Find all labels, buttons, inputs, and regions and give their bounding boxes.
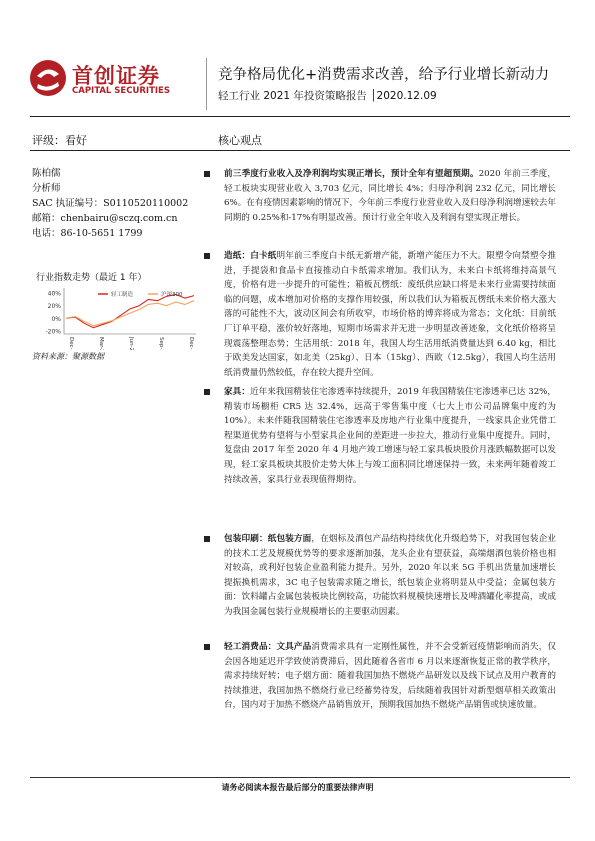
paragraph-furniture [204, 385, 556, 487]
logo-english: CAPITAL SECURITIES [72, 86, 170, 96]
core-view-heading: 核心观点 [218, 134, 262, 147]
legend-label: 轻工制造 [111, 292, 134, 298]
paragraph-text: ，在烟标及酒包产品结构持续优化升级趋势下，对我国包装企业的技术工艺及规模优势等的要求逐渐加强，龙头企业有望获益，高端烟酒包装价格也相对较高，或利好包装企业盈利能力提升。另外，2020 年以来 5G 手机出货量加速增长提振换机需求，3C 电子包装需求随之增长，纸包装企业将明显从中受益；金属包装方面：饮料罐占金属包装板块比例较高，功能饮料规模快速增长及啤酒罐化率提高，或成为我国金属包装行业规模增长的主要驱动因素。 [224, 534, 556, 617]
analyst-role: 分析师 [32, 183, 61, 194]
y-tick-label: 20% [47, 303, 61, 311]
series-line [66, 294, 194, 327]
analyst-phone: 电话：86-10-5651 1799 [32, 228, 143, 239]
y-tick-label: 0% [51, 315, 61, 323]
paragraph-performance [204, 167, 556, 225]
chart-title: 行业指数走势（最近 1 年） [36, 273, 147, 283]
company-logo [28, 58, 198, 98]
paragraph-lead: 前三季度行业收入及净利润均实现正增长，预计全年有望超预期。 [224, 169, 479, 179]
legend-label: 沪深300 [161, 292, 183, 298]
y-tick-label: 40% [47, 290, 61, 298]
series-line [66, 301, 194, 326]
chart-svg [30, 284, 200, 350]
analyst-name: 陈柏儒 [32, 168, 61, 179]
analyst-info [32, 166, 188, 241]
report-subtitle: 轻工行业 2021 年投资策略报告 │2020.12.09 [218, 90, 437, 102]
section-rule [30, 150, 570, 151]
paragraph-lead: 轻工消费品：文具产品 [224, 642, 312, 652]
chart-source: 资料来源：聚源数据 [32, 352, 104, 361]
paragraph-paper [204, 249, 556, 380]
paragraph-packaging [204, 532, 556, 620]
paragraph-text: 近年来我国精装住宅渗透率持续提升，2019 年我国精装住宅渗透率已达 32%，精装市场橱柜 CR5 达 32.4%，远高于零售集中度（七大上市公司品牌集中度约为 10%）。未来伴随我国精装住宅渗透率及房地产行业集中度提升，一线家具企业凭借工程渠道优势有望将与小型家具企业间的差距进一步拉大，推动行业集中度提升。同时，复盘由 2017 年至 2020 年 4 月地产竣工增速与轻工家具板块股价月涨跌幅数据可以发现，轻工家具板块其股价走势大体上与竣工面积同比增速保持一致，未来两年随着竣工持续改善，家具行业表现值得期待。 [224, 387, 557, 485]
bullet-icon [204, 536, 210, 542]
paragraph-text: 消费需求具有一定刚性属性，并不会受新冠疫情影响而消失，仅会因各地延迟开学致使消费滞后，因此随着各省市 6 月以来逐渐恢复正常的教学秩序，需求持续好转；电子烟方面：随着我国加热不燃烧产品研发以及线下试点及用户教育的持续推进，我国加热不燃烧行业已经蓄势待发，后续随着我国针对新型烟草相关政策出台，国内对于加热不燃烧产品销售放开，预期我国加热不燃烧产品销售或快速放量。 [224, 642, 556, 711]
logo-mark-icon [28, 58, 68, 98]
paragraph-consumer [204, 640, 556, 713]
paragraph-lead: 造纸：白卡纸 [224, 251, 277, 261]
index-trend-chart [30, 284, 200, 350]
x-tick-label: Jun-20 [128, 337, 134, 350]
bullet-icon [204, 644, 210, 650]
paragraph-text: 明年前三季度白卡纸无新增产能，新增产能压力不大。限塑令向禁塑令推进，手提袋和食品卡直接推动白卡纸需求增加。我们认为，未来白卡纸将维持高景气度，价格有进一步提升的可能性；箱板瓦楞纸：废纸供应缺口将是未来行业需要持续面临的问题，成本增加对价格的支撑作用较强，所以我们认为箱板瓦楞纸未来价格大涨大落的可能性不大，波动区间会有所收窄，市场价格的博弈将成为常态；文化纸：目前纸厂订单平稳，涨价较好落地，短期市场需求并无进一步明显改善迹象，文化纸价格将呈现震荡整理态势；生活用纸：2018 年，我国人均生活用纸消费量达到 6.40 kg，相比于欧美发达国家，如北美（25kg）、日本（15kg）、西欧（12.5kg），我国人均生活用纸消费量仍然较低，存在较大提升空间。 [224, 251, 556, 378]
x-tick-label: Sep-20 [158, 337, 164, 350]
bullet-icon [204, 389, 210, 395]
logo-chinese: 首创证券 [72, 64, 160, 88]
x-tick-label: Dec-19 [68, 337, 74, 350]
y-tick-label: -20% [45, 328, 61, 336]
legal-notice: 请务必阅读本报告最后部分的重要法律声明 [221, 783, 374, 792]
analyst-email: 邮箱：chenbairu@sczq.com.cn [32, 213, 178, 224]
analyst-sac: SAC 执证编号：S0110520110002 [32, 198, 189, 209]
footer-rule [30, 777, 570, 778]
paragraph-text: 2020 年前三季度，轻工板块实现营业收入 3,703 亿元，同比增长 4%；归母净利润 232 亿元，同比增长 6%。在有疫情因素影响的情况下，今年前三季度行业营业收入及归母净利润增速较去年同期的 0.25%和-17%有明显改善。预计行业全年收入及利润有望实现正增长。 [224, 169, 556, 223]
header-divider [206, 58, 207, 110]
paragraph-lead: 包装印刷：纸包装方面 [224, 534, 312, 544]
x-tick-label: Dec-20 [188, 337, 194, 350]
header-rule [30, 116, 570, 117]
paragraph-lead: 家具： [224, 387, 250, 397]
bullet-icon [204, 171, 210, 177]
x-tick-label: Mar-20 [98, 337, 104, 350]
rating-label: 评级：看好 [32, 134, 87, 147]
report-title: 竞争格局优化+消费需求改善，给予行业增长新动力 [218, 67, 550, 83]
bullet-icon [204, 253, 210, 259]
